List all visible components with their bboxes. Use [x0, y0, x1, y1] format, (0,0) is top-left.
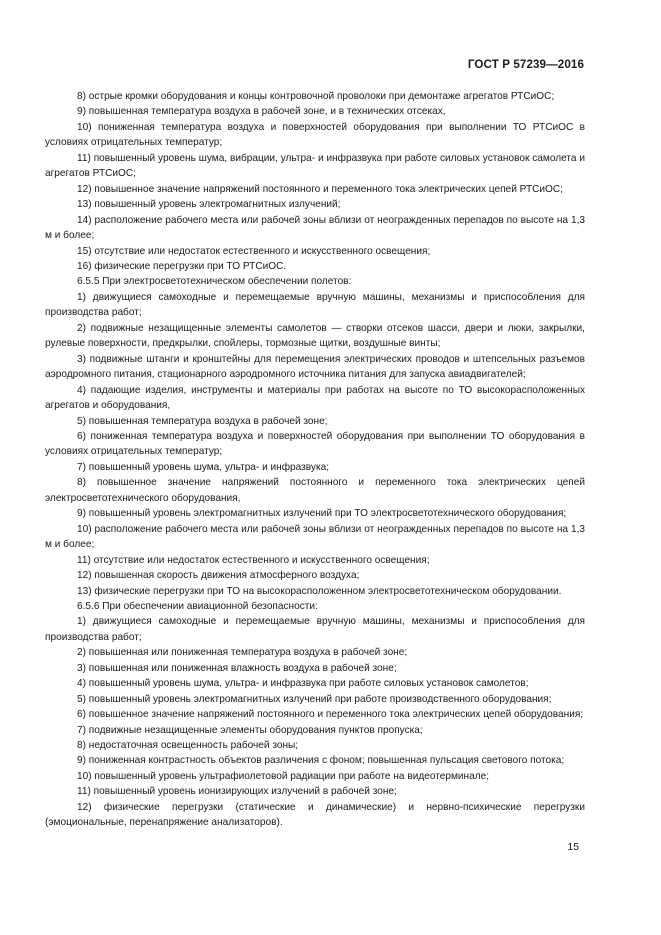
body-paragraph: 6) повышенное значение напряжений постоянного и переменного тока электрических цепей оборудования;	[77, 709, 584, 721]
body-paragraph: 5) повышенный уровень электромагнитных излучений при работе производственного оборудования;	[77, 693, 552, 705]
body-paragraph: 4) повышенный уровень шума, ультра- и инфразвука при работе силовых установок самолетов;	[77, 678, 529, 690]
body-paragraph: 2) повышенная или пониженная температура воздуха в рабочей зоне;	[77, 647, 408, 659]
body-paragraph: 11) отсутствие или недостаток естественного и искусственного освещения;	[77, 554, 430, 566]
body-paragraph: 7) подвижные незащищенные элементы оборудования пунктов пропуска;	[77, 724, 423, 736]
page-number: 15	[567, 841, 579, 853]
body-paragraph: 10) расположение рабочего места или рабочей зоны вблизи от неогражденных перепадов по высоте на 1,3 м и более;	[45, 523, 585, 551]
body-paragraph: 12) повышенное значение напряжений постоянного и переменного тока электрических цепей РТСиОС;	[77, 183, 563, 195]
body-paragraph: 16) физические перегрузки при ТО РТСиОС.	[77, 260, 287, 272]
body-paragraph: 9) повышенный уровень электромагнитных излучений при ТО электросветотехнического оборудования;	[77, 508, 567, 520]
body-paragraph: 14) расположение рабочего места или рабочей зоны вблизи от неогражденных перепадов по высоте на 1,3 м и более;	[45, 214, 585, 242]
standard-number: ГОСТ Р 57239—2016	[467, 58, 584, 71]
document-header	[468, 58, 584, 71]
body-paragraph: 3) подвижные штанги и кронштейны для перемещения электрических проводов и штепсельных разъемов аэродромного питания, стационарного аэродромного источника питания для запуска авиадвигателей;	[45, 353, 585, 381]
body-paragraph: 10) пониженная температура воздуха и поверхностей оборудования при выполнении ТО РТСиОС в условиях отрицательных температур;	[45, 121, 585, 149]
body-paragraph: 3) повышенная или пониженная влажность воздуха в рабочей зоне;	[77, 662, 397, 674]
body-paragraph: 9) пониженная контрастность объектов различения с фоном; повышенная пульсация светового потока;	[77, 755, 565, 767]
body-paragraph: 8) повышенное значение напряжений постоянного и переменного тока электрических цепей электросветотехнического оборудования,	[45, 477, 585, 504]
body-paragraph: 4) падающие изделия, инструменты и материалы при работах на высоте по ТО высокорасположенных агрегатов и оборудования,	[45, 384, 585, 412]
body-paragraph: 8) недостаточная освещенность рабочей зоны;	[77, 740, 299, 752]
body-paragraph: 1) движущиеся самоходные и перемещаемые вручную машины, механизмы и приспособления для производства работ;	[45, 616, 585, 643]
body-paragraph: 8) острые кромки оборудования и концы контровочной проволоки при демонтаже агрегатов РТСиОС;	[77, 91, 555, 102]
body-paragraph: 6.5.5 При электросветотехническом обеспечении полетов:	[77, 276, 352, 288]
body-paragraph: 7) повышенный уровень шума, ультра- и инфразвука;	[77, 461, 330, 473]
body-paragraph: 9) повышенная температура воздуха в рабочей зоне, и в технических отсеках,	[77, 106, 446, 118]
body-paragraph: 6) пониженная температура воздуха и поверхностей оборудования при выполнении ТО оборудования в условиях отрицательных температур;	[45, 430, 585, 458]
body-paragraph: 11) повышенный уровень шума, вибрации, ультра- и инфразвука при работе силовых установок самолета и агрегатов РТСиОС;	[45, 152, 585, 180]
body-paragraph: 12) повышенная скорость движения атмосферного воздуха;	[77, 570, 360, 582]
body-paragraph: 10) повышенный уровень ультрафиолетовой радиации при работе на видеотерминале;	[77, 770, 490, 782]
body-paragraph: 13) физические перегрузки при ТО на высокорасположенном электросветотехническом оборудовании.	[77, 585, 562, 597]
body-paragraph: 13) повышенный уровень электромагнитных излучений;	[77, 199, 341, 211]
body-paragraph: 6.5.6 При обеспечении авиационной безопасности:	[77, 600, 318, 612]
body-paragraph: 12) физические перегрузки (статические и динамические) и нервно-психические перегрузки (эмоциональные, перенапряжение анализаторов).	[45, 801, 585, 829]
document-body	[45, 89, 585, 831]
body-paragraph: 15) отсутствие или недостаток естественного и искусственного освещения;	[77, 245, 431, 257]
body-paragraph: 2) подвижные незащищенные элементы самолетов — створки отсеков шасси, двери и люки, закрылки, рулевые поверхности, предкрылки, спойлеры, тормозные щитки, воздушные винты;	[45, 322, 585, 350]
body-paragraph: 11) повышенный уровень ионизирующих излучений в рабочей зоне;	[77, 786, 397, 798]
body-paragraph: 1) движущиеся самоходные и перемещаемые вручную машины, механизмы и приспособления для производства работ;	[45, 291, 585, 319]
body-paragraph: 5) повышенная температура воздуха в рабочей зоне;	[77, 415, 328, 427]
